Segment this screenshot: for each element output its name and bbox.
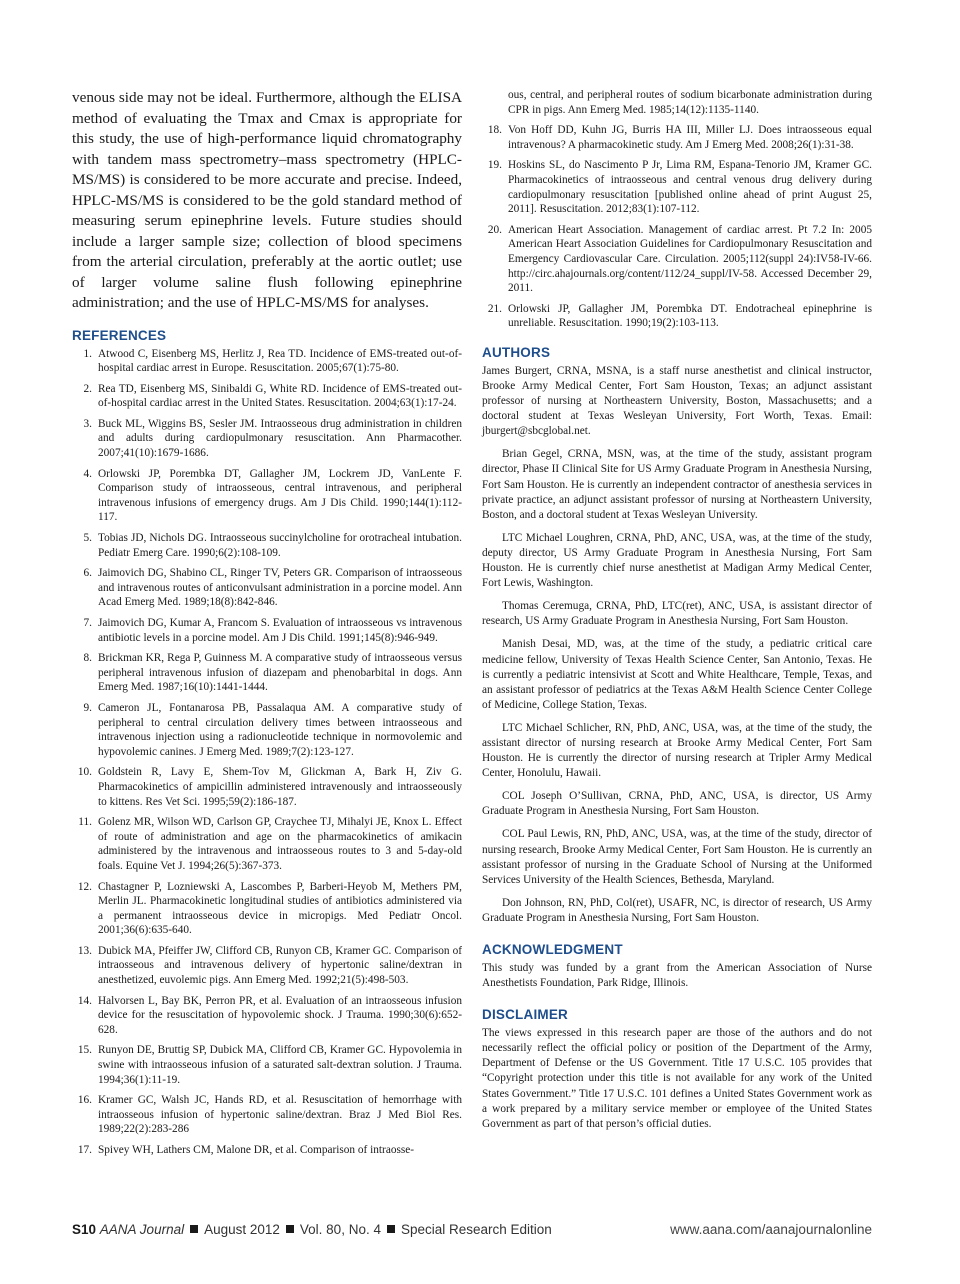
reference-number: 18.: [487, 124, 502, 137]
volume-issue: Vol. 80, No. 4: [299, 1222, 381, 1237]
references-heading: REFERENCES: [72, 327, 167, 343]
footer-left: [72, 1222, 552, 1237]
author-bio: LTC Michael Loughren, CRNA, PhD, ANC, USA, was, at the time of the study, deputy director, US Army Graduate Program in Anesthesia Nursing, Fort Sam Houston. He is currently chief nurse anesthetist at Madigan Army Medical Center, Fort Lewis, Washington.: [482, 531, 872, 590]
issue-date: August 2012: [204, 1222, 280, 1237]
author-bio: LTC Michael Schlicher, RN, PhD, ANC, USA, was, at the time of the study, the assistant director of nursing research at Brooke Army Medical Center, Fort Sam Houston. He is currently the director of nursing research at Tripler Army Medical Center, Honolulu, Hawaii.: [482, 721, 872, 780]
references-list-continued: [482, 88, 872, 331]
reference-text: Jaimovich DG, Shabino CL, Ringer TV, Peters GR. Comparison of intraosseous and intravenous routes of anticonvulsant administration in a porcine model. Ann Acad Emerg Med. 1989;18(8):842-846.: [98, 567, 462, 609]
reference-item: [482, 123, 872, 152]
reference-item: [72, 566, 462, 610]
page-number: S10: [72, 1222, 97, 1237]
reference-text: Dubick MA, Pfeiffer JW, Clifford CB, Runyon CB, Kramer GC. Comparison of intraosseous and intravenous delivery of hypertonic saline/dextran in anesthetized, euvolemic pigs. Ann Emerg Med. 1992;21(5):498-503.: [98, 944, 462, 987]
reference-item: [72, 417, 462, 461]
author-bio: COL Paul Lewis, RN, PhD, ANC, USA, was, at the time of the study, director of nursing research, Brooke Army Medical Center, Fort Sam Houston. He is currently an assistant professor of nursing in the Graduate School of Nursing at the Uniformed Services University of the Health Sciences, Bethesda, Maryland.: [482, 828, 872, 886]
reference-text: Tobias JD, Nichols DG. Intraosseous succinylcholine for orotracheal intubation. Pediatr Emerg Care. 1990;6(2):108-109.: [98, 532, 462, 559]
reference-number: 20.: [487, 223, 502, 236]
reference-number: 8.: [83, 652, 92, 665]
reference-text: American Heart Association. Management of cardiac arrest. Pt 7.2 In: 2005 American Heart Association Guidelines for Cardiopulmonary Resuscitation and Emergency Cardiovascular Care. Circulation. 2005;112(suppl 24):IV58-IV-66. http://circ.ahajournals.org/content/112/24_suppl/IV-58. Accessed December 29, 2011.: [508, 223, 872, 295]
reference-number: 4.: [83, 467, 92, 480]
authors-heading: AUTHORS: [482, 344, 551, 360]
reference-item: [482, 302, 872, 331]
reference-item: [72, 880, 462, 938]
reference-item: [72, 1043, 462, 1087]
journal-website: www.aana.com/aanajournalonline: [670, 1222, 872, 1237]
page-footer: [72, 1222, 872, 1242]
reference-text: Rea TD, Eisenberg MS, Sinibaldi G, White RD. Incidence of EMS-treated out-of-hospital cardiac arrest in the United States. Resuscitation. 2004;63(1):17-24.: [98, 382, 462, 410]
reference-text: Brickman KR, Rega P, Guinness M. A comparative study of intraosseous versus peripheral intravenous infusion of diazepam and phenobarbital in dogs. Ann Emerg Med. 1987;16(10):1441-1444.: [98, 652, 462, 694]
reference-item: [72, 651, 462, 695]
reference-item: [482, 223, 872, 296]
reference-number: 3.: [83, 417, 92, 430]
reference-number: 5.: [83, 532, 92, 545]
reference-number: 17.: [77, 1144, 92, 1156]
reference-text: Golenz MR, Wilson WD, Carlson GP, Craychee TJ, Mihalyi JE, Knox L. Effect of route of administration and age on the pharmacokinetics of amikacin administered by the intravenous and intraosseous routes to 3 and 5-day-old foals. Equine Vet J. 1994;26(5):367-373.: [98, 816, 462, 872]
reference-number: 6.: [83, 567, 92, 580]
reference-text: Kramer GC, Walsh JC, Hands RD, et al. Resuscitation of hemorrhage with intraosseous infusion of hypertonic saline/dextran. Braz J Med Biol Res. 1989;22(2):283-286: [98, 1094, 462, 1136]
reference-text: Orlowski JP, Porembka DT, Gallagher JM, Lockrem JD, VanLente F. Comparison study of intraosseous, central intravenous, and peripheral intravenous infusions of emergency drugs. Am J Dis Child. 1990;144(1):112-117.: [98, 467, 462, 524]
right-column: [482, 88, 872, 1140]
reference-number: 14.: [77, 994, 92, 1007]
reference-number: 12.: [77, 880, 92, 893]
references-list: [72, 347, 462, 1158]
reference-number: 11.: [78, 816, 92, 829]
acknowledgment-text: This study was funded by a grant from the American Association of Nurse Anesthetists Foundation, Park Ridge, Illinois.: [482, 962, 872, 990]
reference-number: 1.: [83, 347, 92, 360]
author-bio: James Burgert, CRNA, MSNA, is a staff nurse anesthetist and clinical instructor, Brooke Army Medical Center, Fort Sam Houston, Texas; an adjunct assistant professor of nursing at Northeastern University, Boston, Massachusetts; and a doctoral student at Texas Wesleyan University, Fort Worth, Texas. Email: jburgert@sbcglobal.net.: [482, 364, 872, 438]
reference-text: Goldstein R, Lavy E, Shem-Tov M, Glickman A, Bark H, Ziv G. Pharmacokinetics of ampicillin administered intravenously and intraosseously to kittens. Res Vet Sci. 1995;59(2):186-187.: [98, 766, 462, 808]
reference-text: Spivey WH, Lathers CM, Malone DR, et al. Comparison of intraosse-: [98, 1144, 415, 1156]
reference-item: [72, 382, 462, 411]
reference-item: [72, 994, 462, 1038]
author-bio: Don Johnson, RN, PhD, Col(ret), USAFR, NC, is director of research, US Army Graduate Program in Anesthesia Nursing, Fort Sam Houston.: [482, 896, 872, 924]
reference-item: [72, 1143, 462, 1158]
reference-text: ous, central, and peripheral routes of sodium bicarbonate administration during CPR in pigs. Ann Emerg Med. 1985;14(12):1135-1140.: [508, 89, 872, 116]
reference-number: 13.: [77, 944, 92, 957]
reference-text: Von Hoff DD, Kuhn JG, Burris HA III, Miller LJ. Does intraosseous equal intravenous? A pharmacokinetic study. Am J Emerg Med. 2008;26(1):31-38.: [508, 124, 872, 151]
reference-text: Orlowski JP, Gallagher JM, Porembka DT. Endotracheal epinephrine is unreliable. Resuscitation. 1990;19(2):103-113.: [508, 302, 872, 330]
disclaimer-text: The views expressed in this research paper are those of the authors and do not necessarily reflect the official policy or position of the Department of the Army, Department of Defense or the US Government. Title 17 U.S.C. 105 provides that “Copyright protection under this title is not available for any work of the United States Government.” Title 17 U.S.C. 101 defines a United States Government work as a work prepared by a military service member or employee of the United States Government as part of that person’s official duties.: [482, 1027, 872, 1130]
reference-number: 15.: [77, 1044, 92, 1057]
reference-item: [72, 815, 462, 873]
left-column: [72, 88, 462, 1164]
reference-item: [482, 88, 872, 117]
body-text: venous side may not be ideal. Furthermore, although the ELISA method of evaluating the Tmax and Cmax is appropriate for this study, the use of high-performance liquid chromatography with tandem mass spectrometry–mass spectrometry (HPLC-MS/MS) is considered to be more accurate and precise. Indeed, HPLC-MS/MS is considered to be the gold standard method of measuring serum epinephrine levels. Future studies should include a larger sample size; collection of blood specimens from the arterial circulation, preferably at the aortic outlet; use of larger volume saline flush following epinephrine administration; and the use of HPLC-MS/MS for analyses.: [72, 89, 462, 311]
reference-number: 7.: [83, 617, 92, 629]
author-bio: Thomas Ceremuga, CRNA, PhD, LTC(ret), ANC, USA, is assistant director of research, US Army Graduate Program in Anesthesia Nursing, Fort Sam Houston.: [482, 600, 872, 628]
disclaimer-heading: DISCLAIMER: [482, 1007, 568, 1023]
reference-number: 2.: [83, 382, 92, 395]
journal-name: AANA Journal: [99, 1222, 185, 1237]
reference-item: [72, 944, 462, 988]
reference-text: Halvorsen L, Bay BK, Perron PR, et al. Evaluation of an intraosseous infusion device for the resuscitation of hypovolemic shock. J Trauma. 1990;30(6):652-628.: [98, 994, 462, 1036]
author-bio: Manish Desai, MD, was, at the time of the study, a pediatric critical care medicine fellow, University of Texas Health Science Center, San Antonio, Texas. He is currently a pediatric intensivist at Scott and White Healthcare, Temple, Texas, and an assistant professor of pediatrics at the Texas A&M Health Science Center College of Medicine, College Station, Texas.: [482, 638, 872, 711]
reference-item: [72, 531, 462, 560]
reference-text: Atwood C, Eisenberg MS, Herlitz J, Rea TD. Incidence of EMS-treated out-of-hospital cardiac arrest in Europe. Resuscitation. 2005;67(1):75-80.: [98, 347, 462, 375]
reference-text: Jaimovich DG, Kumar A, Francom S. Evaluation of intraosseous vs intravenous antibiotic levels in a porcine model. Am J Dis Child. 1991;145(8):946-949.: [98, 617, 462, 644]
reference-number: 10.: [77, 766, 92, 779]
reference-number: 16.: [77, 1094, 92, 1107]
reference-item: [72, 1093, 462, 1137]
reference-text: Chastagner P, Lozniewski A, Lascombes P, Barberi-Heyob M, Methers PM, Merlin JL. Pharmacokinetic longitudinal studies of antibiotics administered via a permanent intraosseous device in micropigs. Med Pediatr Oncol. 2001;36(6):635-640.: [98, 880, 462, 937]
square-bullet-icon: [286, 1225, 294, 1233]
reference-number: 19.: [487, 159, 502, 172]
reference-item: [72, 347, 462, 376]
acknowledgment-heading: ACKNOWLEDGMENT: [482, 942, 623, 957]
reference-item: [72, 701, 462, 759]
author-bio: Brian Gegel, CRNA, MSN, was, at the time of the study, assistant program director, Phase II Clinical Site for US Army Graduate Program in Anesthesia Nursing, Fort Sam Houston. He is currently an independent contractor of anesthesia services in private practice, an adjunct assistant professor of nursing at Northeastern University, Boston, and a doctoral student at Texas Wesleyan University.: [482, 448, 872, 521]
reference-text: Hoskins SL, do Nascimento P Jr, Lima RM, Espana-Tenorio JM, Kramer GC. Pharmacokinetics of intraosseous and central venous drug delivery during cardiopulmonary resuscitation [published online ahead of print August 25, 2011]. Resuscitation. 2012;83(1):107-112.: [508, 159, 872, 216]
square-bullet-icon: [387, 1225, 395, 1233]
reference-text: Runyon DE, Bruttig SP, Dubick MA, Clifford CB, Kramer GC. Hypovolemia in swine with intraosseous infusion of a saturated salt-dextran solution. J Trauma. 1994;36(1):11-19.: [98, 1044, 462, 1086]
reference-text: Buck ML, Wiggins BS, Sesler JM. Intraosseous drug administration in children and adults during cardiopulmonary resuscitation. Ann Pharmacother. 2007;41(10):1679-1686.: [98, 417, 462, 460]
author-bio: COL Joseph O’Sullivan, CRNA, PhD, ANC, USA, is director, US Army Graduate Program in Anesthesia Nursing, Fort Sam Houston.: [482, 790, 872, 818]
reference-item: [72, 765, 462, 809]
reference-item: [72, 616, 462, 645]
edition-label: Special Research Edition: [400, 1222, 552, 1237]
authors-section: [482, 364, 872, 926]
reference-item: [72, 467, 462, 525]
reference-text: Cameron JL, Fontanarosa PB, Passalaqua AM. A comparative study of peripheral to central circulation delivery times between intraosseous and intravenous injection using a radionucleotide technique in normovolemic and hypovolemic canines. J Emerg Med. 1989;7(2):123-127.: [98, 701, 462, 758]
reference-number: 21.: [487, 302, 502, 315]
reference-item: [482, 158, 872, 216]
square-bullet-icon: [190, 1225, 198, 1233]
reference-number: 9.: [83, 701, 92, 714]
